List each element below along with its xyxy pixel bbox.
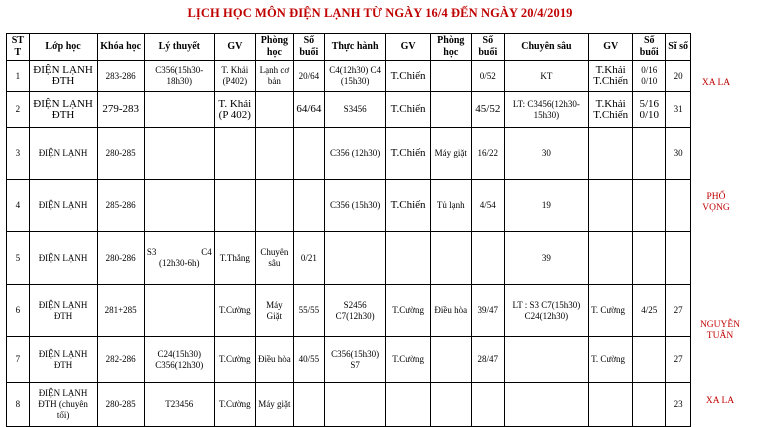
cell-teacher-2: T.Chiến bbox=[386, 61, 430, 92]
cell-sessions-1: 64/64 bbox=[293, 92, 324, 128]
cell-theory bbox=[144, 232, 214, 285]
cell-sessions-2: 39/47 bbox=[471, 285, 504, 337]
cell-stt: 2 bbox=[7, 92, 30, 128]
cell-teacher-1: T.Cường bbox=[214, 383, 255, 427]
cell-teacher-3: T. Cường bbox=[589, 337, 633, 383]
campus-label-pho-vong: PHỐ VỌNG bbox=[702, 192, 730, 213]
cell-teacher-3 bbox=[589, 232, 633, 285]
cell-teacher-2: T.Chiến bbox=[386, 128, 430, 180]
campus-label-nguyen-tuan: NGUYỄN TUÂN bbox=[699, 320, 741, 341]
table-row bbox=[7, 232, 691, 285]
col-header-room-2: Phòng học bbox=[430, 34, 471, 61]
cell-teacher-2: T.Cường bbox=[386, 285, 430, 337]
cell-class-size bbox=[666, 232, 691, 285]
cell-course: 279-283 bbox=[97, 92, 144, 128]
cell-course: 280-285 bbox=[97, 128, 144, 180]
cell-practice: C356 (12h30) bbox=[324, 128, 386, 180]
cell-class: ĐIỆN LẠNH bbox=[29, 128, 97, 180]
cell-sessions-2: 45/52 bbox=[471, 92, 504, 128]
cell-teacher-1: T.Cường bbox=[214, 285, 255, 337]
cell-sessions-2 bbox=[471, 383, 504, 427]
cell-practice: S2456 C7(12h30) bbox=[324, 285, 386, 337]
table-row bbox=[7, 383, 691, 427]
cell-advanced: 39 bbox=[504, 232, 588, 285]
cell-practice: C4(12h30) C4 (15h30) bbox=[324, 61, 386, 92]
cell-teacher-2 bbox=[386, 232, 430, 285]
cell-class-size: 30 bbox=[666, 128, 691, 180]
page-title: LỊCH HỌC MÔN ĐIỆN LẠNH TỪ NGÀY 16/4 ĐẾN NGÀY 20/4/2019 bbox=[187, 6, 573, 20]
cell-room-1: Chuyên sâu bbox=[255, 232, 293, 285]
cell-practice: S3456 bbox=[324, 92, 386, 128]
cell-teacher-3 bbox=[589, 128, 633, 180]
cell-sessions-2 bbox=[471, 232, 504, 285]
table-row bbox=[7, 285, 691, 337]
col-header-class: Lớp học bbox=[29, 34, 97, 61]
cell-advanced: 19 bbox=[504, 180, 588, 232]
col-header-advanced: Chuyên sâu bbox=[504, 34, 588, 61]
col-header-sessions-2: Số buổi bbox=[471, 34, 504, 61]
cell-sessions-2: 16/22 bbox=[471, 128, 504, 180]
cell-course: 282-286 bbox=[97, 337, 144, 383]
col-header-room-1: Phòng học bbox=[255, 34, 293, 61]
cell-class-size: 27 bbox=[666, 337, 691, 383]
cell-sessions-3: 4/25 bbox=[633, 285, 666, 337]
table-row bbox=[7, 92, 691, 128]
col-header-practice: Thực hành bbox=[324, 34, 386, 61]
cell-class-size: 31 bbox=[666, 92, 691, 128]
cell-teacher-1: T. Khải (P402) bbox=[214, 61, 255, 92]
cell-theory bbox=[144, 180, 214, 232]
cell-sessions-3 bbox=[633, 337, 666, 383]
cell-sessions-3 bbox=[633, 232, 666, 285]
cell-practice bbox=[324, 383, 386, 427]
col-header-teacher-3: GV bbox=[589, 34, 633, 61]
cell-sessions-1 bbox=[293, 180, 324, 232]
cell-sessions-3: 5/16 0/10 bbox=[633, 92, 666, 128]
cell-advanced: 30 bbox=[504, 128, 588, 180]
cell-sessions-2: 0/52 bbox=[471, 61, 504, 92]
campus-label-xa-la: XA LA bbox=[701, 78, 731, 88]
cell-stt: 4 bbox=[7, 180, 30, 232]
cell-advanced: LT : S3 C7(15h30) C24(12h30) bbox=[504, 285, 588, 337]
cell-sessions-1 bbox=[293, 128, 324, 180]
cell-teacher-1: T.Cường bbox=[214, 337, 255, 383]
cell-sessions-1: 20/64 bbox=[293, 61, 324, 92]
cell-teacher-3 bbox=[589, 383, 633, 427]
cell-teacher-3 bbox=[589, 180, 633, 232]
cell-stt: 7 bbox=[7, 337, 30, 383]
schedule-table bbox=[6, 33, 691, 427]
cell-room-1: Máy Giặt bbox=[255, 285, 293, 337]
cell-class: ĐIỆN LẠNH ĐTH bbox=[29, 285, 97, 337]
cell-teacher-1 bbox=[214, 180, 255, 232]
col-header-sessions-3: Số buổi bbox=[633, 34, 666, 61]
cell-class: ĐIỆN LẠNH ĐTH bbox=[29, 337, 97, 383]
cell-class: ĐIỆN LẠNH bbox=[29, 232, 97, 285]
theory-day: S3 bbox=[146, 247, 157, 257]
cell-theory bbox=[144, 285, 214, 337]
cell-advanced: KT bbox=[504, 61, 588, 92]
cell-room-2 bbox=[430, 337, 471, 383]
cell-room-1 bbox=[255, 92, 293, 128]
table-row bbox=[7, 337, 691, 383]
cell-stt: 3 bbox=[7, 128, 30, 180]
cell-room-1: Máy giặt bbox=[255, 383, 293, 427]
cell-stt: 1 bbox=[7, 61, 30, 92]
cell-room-2: Máy giặt bbox=[430, 128, 471, 180]
theory-time: (12h30-6h) bbox=[159, 258, 200, 268]
cell-theory bbox=[144, 92, 214, 128]
cell-teacher-3: T. Cường bbox=[589, 285, 633, 337]
theory-room: C4 bbox=[201, 247, 212, 257]
cell-course: 281+285 bbox=[97, 285, 144, 337]
cell-class-size bbox=[666, 180, 691, 232]
col-header-theory: Lý thuyết bbox=[144, 34, 214, 61]
col-header-course: Khóa học bbox=[97, 34, 144, 61]
cell-course: 285-286 bbox=[97, 180, 144, 232]
col-header-stt: ST T bbox=[7, 34, 30, 61]
cell-theory bbox=[144, 128, 214, 180]
cell-stt: 8 bbox=[7, 383, 30, 427]
cell-sessions-1: 40/55 bbox=[293, 337, 324, 383]
cell-practice bbox=[324, 232, 386, 285]
cell-room-2 bbox=[430, 92, 471, 128]
cell-teacher-2 bbox=[386, 383, 430, 427]
cell-class: ĐIỆN LẠNH ĐTH bbox=[29, 61, 97, 92]
cell-sessions-1: 0/21 bbox=[293, 232, 324, 285]
header-row bbox=[7, 34, 691, 61]
cell-teacher-2: T.Chiến bbox=[386, 92, 430, 128]
cell-course: 280-285 bbox=[97, 383, 144, 427]
col-header-class-size: Sĩ số bbox=[666, 34, 691, 61]
cell-teacher-1: T. Khải (P 402) bbox=[214, 92, 255, 128]
cell-room-1: Điều hòa bbox=[255, 337, 293, 383]
cell-room-1 bbox=[255, 128, 293, 180]
col-header-teacher-2: GV bbox=[386, 34, 430, 61]
cell-teacher-1 bbox=[214, 128, 255, 180]
cell-class: ĐIỆN LẠNH ĐTH bbox=[29, 92, 97, 128]
cell-stt: 5 bbox=[7, 232, 30, 285]
cell-teacher-3: T.Khải T.Chiến bbox=[589, 92, 633, 128]
cell-sessions-1 bbox=[293, 383, 324, 427]
col-header-sessions-1: Số buổi bbox=[293, 34, 324, 61]
cell-class: ĐIỆN LẠNH ĐTH (chuyên tối) bbox=[29, 383, 97, 427]
cell-course: 280-286 bbox=[97, 232, 144, 285]
cell-course: 283-286 bbox=[97, 61, 144, 92]
cell-class-size: 20 bbox=[666, 61, 691, 92]
cell-sessions-2: 28/47 bbox=[471, 337, 504, 383]
cell-room-2: Điều hòa bbox=[430, 285, 471, 337]
campus-label-xa-la-2: XA LA bbox=[705, 396, 735, 406]
cell-teacher-2: T.Cường bbox=[386, 337, 430, 383]
cell-advanced bbox=[504, 337, 588, 383]
cell-theory: C356(15h30-18h30) bbox=[144, 61, 214, 92]
cell-theory: T23456 bbox=[144, 383, 214, 427]
table-row bbox=[7, 128, 691, 180]
cell-practice: C356(15h30) S7 bbox=[324, 337, 386, 383]
cell-sessions-3: 0/16 0/10 bbox=[633, 61, 666, 92]
cell-class-size: 23 bbox=[666, 383, 691, 427]
cell-sessions-1: 55/55 bbox=[293, 285, 324, 337]
cell-class: ĐIỆN LẠNH bbox=[29, 180, 97, 232]
cell-theory: C24(15h30) C356(12h30) bbox=[144, 337, 214, 383]
cell-room-2 bbox=[430, 61, 471, 92]
cell-room-1 bbox=[255, 180, 293, 232]
table-row bbox=[7, 180, 691, 232]
cell-teacher-1: T.Thắng bbox=[214, 232, 255, 285]
cell-sessions-3 bbox=[633, 128, 666, 180]
cell-room-2 bbox=[430, 232, 471, 285]
cell-room-2: Tủ lạnh bbox=[430, 180, 471, 232]
cell-teacher-2: T.Chiến bbox=[386, 180, 430, 232]
table-row bbox=[7, 61, 691, 92]
cell-class-size: 27 bbox=[666, 285, 691, 337]
cell-sessions-3 bbox=[633, 180, 666, 232]
cell-room-2 bbox=[430, 383, 471, 427]
col-header-teacher-1: GV bbox=[214, 34, 255, 61]
cell-advanced: LT: C3456(12h30-15h30) bbox=[504, 92, 588, 128]
cell-teacher-3: T.Khải T.Chiến bbox=[589, 61, 633, 92]
cell-sessions-3 bbox=[633, 383, 666, 427]
cell-room-1: Lạnh cơ bản bbox=[255, 61, 293, 92]
cell-practice: C356 (15h30) bbox=[324, 180, 386, 232]
cell-sessions-2: 4/54 bbox=[471, 180, 504, 232]
cell-stt: 6 bbox=[7, 285, 30, 337]
cell-advanced bbox=[504, 383, 588, 427]
